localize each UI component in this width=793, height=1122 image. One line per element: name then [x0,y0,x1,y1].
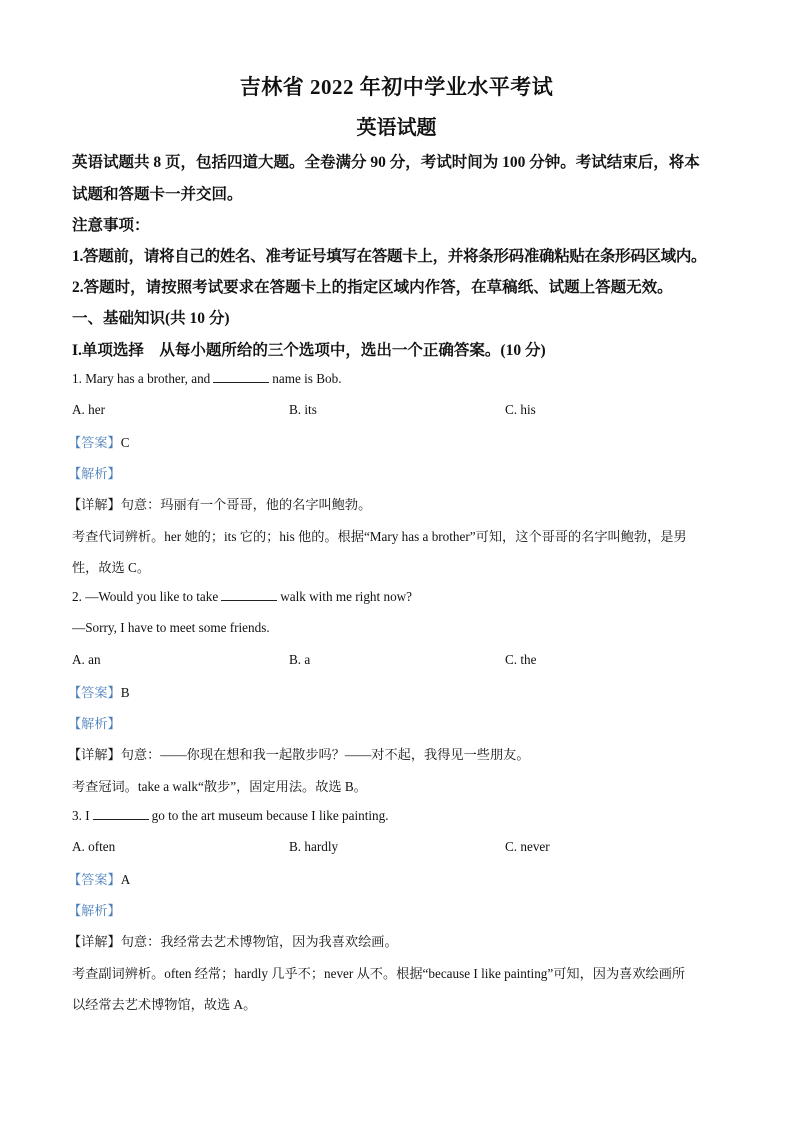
question-2-options [72,652,772,668]
answer-line [68,682,130,701]
option-a: A. her [72,402,105,417]
answer-label: 【答案】 [68,872,121,887]
option-b: B. hardly [289,839,339,854]
option-b: B. its [289,402,317,417]
answer-value: A [120,872,131,887]
option-c: C. his [505,402,536,417]
answer-blank [93,818,149,820]
explain-line-2: 性，故选 C。 [72,560,151,575]
question-stem-before: 1. Mary has a brother, and [72,371,211,386]
detail-line [68,494,371,513]
analysis-label: 【解析】 [68,716,121,731]
detail-text: 句意：——你现在想和我一起散步吗？——对不起，我得见一些朋友。 [120,747,530,762]
detail-text: 句意：玛丽有一个哥哥，他的名字叫鲍勃。 [120,497,372,512]
detail-label: 【详解】 [68,747,121,762]
answer-line [68,432,130,451]
note-2: 2.答题时，请按照考试要求在答题卡上的指定区域内作答，在草稿纸、试题上答题无效。 [72,279,673,296]
detail-text: 句意：我经常去艺术博物馆，因为我喜欢绘画。 [120,934,398,949]
question-3-stem [72,808,389,824]
explain-line-1: 考查冠词。take a walk“散步”，固定用法。故选 B。 [72,779,367,794]
note-1: 1.答题前，请将自己的姓名、准考证号填写在答题卡上，并将条形码准确粘贴在条形码区域内。 [72,248,707,265]
question-1-stem [72,371,342,387]
option-a: A. an [72,652,101,667]
question-stem-after: walk with me right now? [280,589,413,604]
analysis-label: 【解析】 [68,466,121,481]
question-1-options [72,402,772,418]
explain-line-1: 考查副词辨析。often 经常；hardly 几乎不；never 从不。根据“because I like painting”可知，因为喜欢绘画所 [72,966,686,981]
part-1-heading: I.单项选择 从每小题所给的三个选项中，选出一个正确答案。(10 分) [72,342,546,359]
exam-subtitle: 英语试题 [356,117,437,139]
analysis-label: 【解析】 [68,903,121,918]
exam-title: 吉林省 2022 年初中学业水平考试 [239,75,554,99]
notes-heading: 注意事项： [72,217,150,234]
option-b: B. a [289,652,311,667]
section-1-heading: 一、基础知识(共 10 分) [72,310,230,327]
answer-value: B [120,685,130,700]
answer-line [68,869,130,888]
detail-line [68,931,398,950]
question-stem-before: 3. I [72,808,90,823]
detail-label: 【详解】 [68,497,121,512]
answer-blank [213,381,269,383]
answer-blank [221,599,277,601]
option-c: C. never [505,839,550,854]
detail-line [68,744,530,763]
answer-value: C [120,435,130,450]
explain-line-1: 考查代词辨析。her 她的；its 它的；his 他的。根据“Mary has a brother”可知，这个哥哥的名字叫鲍勃，是男 [72,529,687,544]
question-2-stem [72,589,412,605]
answer-label: 【答案】 [68,435,121,450]
question-3-options [72,839,772,855]
intro-line-2: 试题和答题卡一并交回。 [72,186,243,203]
option-a: A. often [72,839,116,854]
question-stem-after: go to the art museum because I like painting. [151,808,389,823]
question-2-stem-line-2: —Sorry, I have to meet some friends. [72,620,270,635]
question-stem-before: 2. —Would you like to take [72,589,219,604]
detail-label: 【详解】 [68,934,121,949]
question-stem-after: name is Bob. [272,371,342,386]
answer-label: 【答案】 [68,685,121,700]
option-c: C. the [505,652,537,667]
intro-line-1: 英语试题共 8 页，包括四道大题。全卷满分 90 分，考试时间为 100 分钟。考试结束后，将本 [72,154,700,171]
explain-line-2: 以经常去艺术博物馆，故选 A。 [72,997,257,1012]
